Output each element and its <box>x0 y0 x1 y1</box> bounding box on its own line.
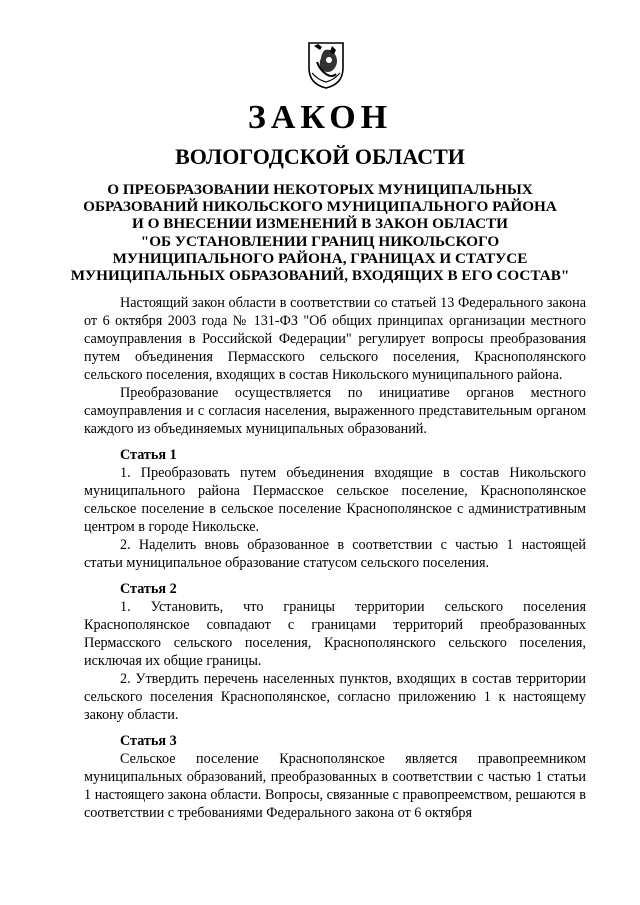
heading-line: О ПРЕОБРАЗОВАНИИ НЕКОТОРЫХ МУНИЦИПАЛЬНЫХ <box>107 181 533 198</box>
article-2-title: Статья 2 <box>120 581 177 597</box>
law-heading <box>60 181 580 284</box>
article-paragraph: Сельское поселение Краснополянское является правопреемником муниципальных образований, преобразованных в соответствии с частью 1 статьи 1 настоящего закона области. Вопросы, связанные с правопреемством, решаются в соответствии с требованиями Федерального закона от 6 октября <box>84 751 586 821</box>
coat-of-arms-icon <box>306 40 346 90</box>
document-subtitle: ВОЛОГОДСКОЙ ОБЛАСТИ <box>175 144 465 169</box>
heading-line: ОБРАЗОВАНИЙ НИКОЛЬСКОГО МУНИЦИПАЛЬНОГО РАЙОНА <box>83 198 557 216</box>
article-paragraph: 1. Установить, что границы территории сельского поселения Краснополянское совпадают с границами территорий преобразованных Пермасского сельского поселения, Краснополянского сельского поселения, исключая их общие границы. <box>84 599 586 669</box>
law-body <box>84 294 586 822</box>
article-paragraph: 2. Утвердить перечень населенных пунктов, входящих в состав территории сельского поселения Краснополянское, согласно приложению 1 к настоящему закону области. <box>84 671 586 723</box>
article-1-title: Статья 1 <box>120 447 177 463</box>
document-title: ЗАКОН <box>247 99 393 136</box>
heading-line: "ОБ УСТАНОВЛЕНИИ ГРАНИЦ НИКОЛЬСКОГО <box>140 232 500 250</box>
article-paragraph: 2. Наделить вновь образованное в соответствии с частью 1 настоящей статьи муниципальное образование статусом сельского поселения. <box>84 537 586 571</box>
article-3-title: Статья 3 <box>120 733 177 749</box>
heading-line: И О ВНЕСЕНИИ ИЗМЕНЕНИЙ В ЗАКОН ОБЛАСТИ <box>132 215 508 233</box>
preamble-paragraph: Преобразование осуществляется по инициативе органов местного самоуправления и с согласия населения, выраженного представительным органом каждого из объединяемых муниципальных образований. <box>84 385 586 437</box>
article-paragraph: 1. Преобразовать путем объединения входящие в состав Никольского муниципального района Пермасское сельское поселение, Краснополянское сельское поселение в сельское поселение Краснополянское с административным центром в городе Никольске. <box>84 465 586 535</box>
preamble-paragraph: Настоящий закон области в соответствии со статьей 13 Федерального закона от 6 октября 2003 года № 131-ФЗ "Об общих принципах организации местного самоуправления в Российской Федерации" регулирует вопросы преобразования путем объединения Пермасского сельского поселения, Краснополянского сельского поселения, входящих в состав Никольского муниципального района. <box>84 295 586 383</box>
heading-line: МУНИЦИПАЛЬНЫХ ОБРАЗОВАНИЙ, ВХОДЯЩИХ В ЕГО СОСТАВ" <box>70 267 570 285</box>
heading-line: МУНИЦИПАЛЬНОГО РАЙОНА, ГРАНИЦАХ И СТАТУСЕ <box>112 249 528 267</box>
